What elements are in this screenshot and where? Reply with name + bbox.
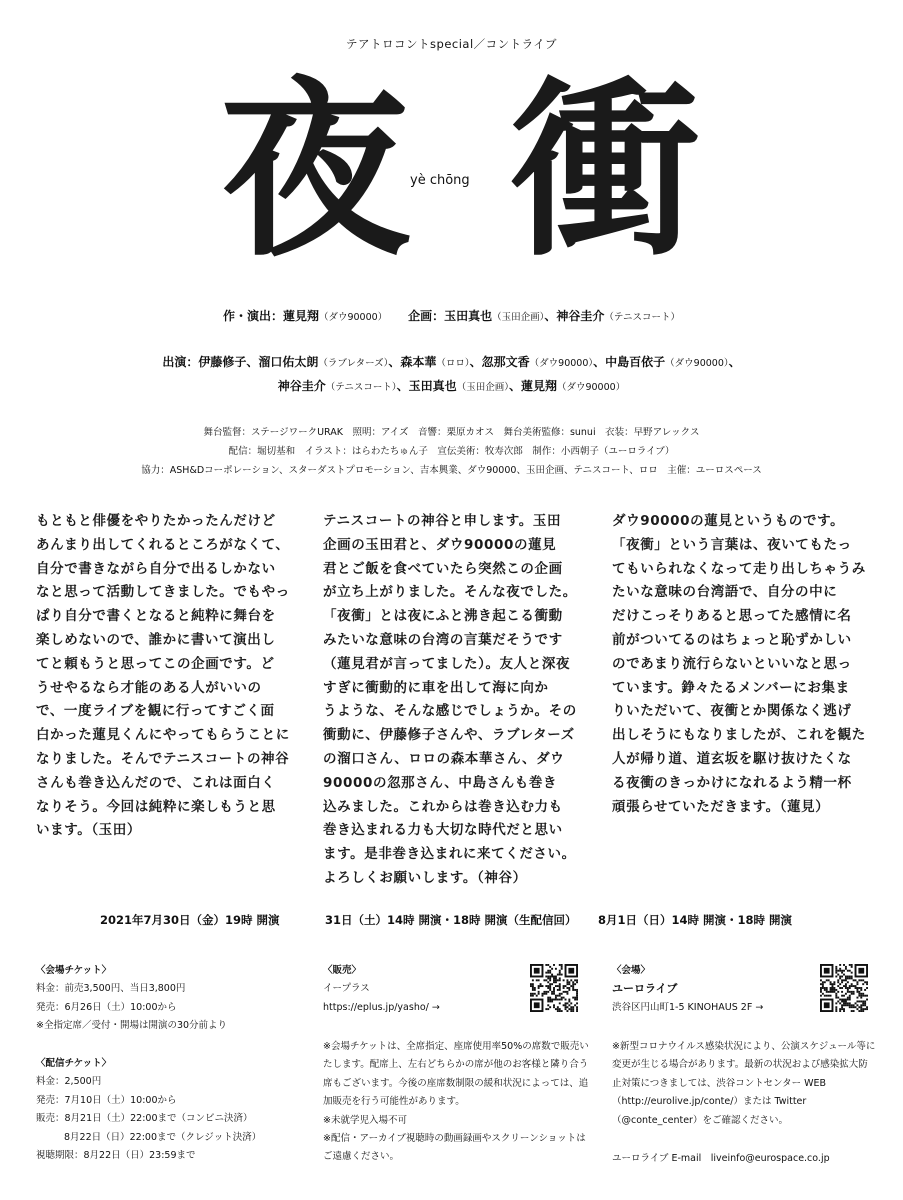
- message-line: てと頼もうと思ってこの企画です。ど: [36, 655, 275, 672]
- cast-name: 神谷圭介: [277, 379, 326, 393]
- message-line: 衝動に、伊藤修子さんや、ラブレターズ: [323, 727, 575, 744]
- plan-name-1: 玉田真也: [444, 309, 493, 323]
- message-line: 「夜衝」という言葉は、夜いてもたっ: [612, 536, 852, 553]
- message-line: 前がついてるのはちょっと恥ずかしい: [612, 631, 852, 648]
- venue-ticket-info: [36, 962, 227, 1036]
- plan-note-2: （テニスコート）: [604, 312, 681, 323]
- message-line: 90000の忽那さん、中島さんも巻き: [323, 774, 558, 791]
- cast-note: （テニスコート）: [325, 382, 397, 393]
- cast-name: 、森本華: [388, 355, 437, 369]
- written-name: 蓮見翔: [282, 309, 319, 323]
- venue-name: ユーロライブ: [612, 982, 678, 996]
- message-line: る夜衝のきっかけになれるよう精一杯: [612, 774, 852, 791]
- message-line: 込みました。これからは巻き込む力も: [323, 798, 563, 815]
- cast-note: （ダウ90000）: [556, 382, 626, 393]
- venue-ticket-line: ※全指定席／受付・開場は開演の30分前より: [36, 1020, 228, 1032]
- message-line: もともと俳優をやりたかったんだけど: [36, 513, 276, 529]
- message-line: なと思って活動してきました。でもやっ: [36, 584, 290, 601]
- message-line: （蓮見君が言ってました）。友人と深夜: [323, 655, 571, 672]
- message-line: 自分で書きながら自分で出るしかない: [36, 560, 276, 577]
- staff-line-1: 舞台監督：ステージワークURAK 照明：アイズ 音響：栗原カオス 舞台美術監修：sunui 衣装：早野アレックス: [203, 427, 700, 438]
- series-label: テアトロコントspecial／コントライブ: [346, 37, 557, 51]
- cast-name: 伊藤修子: [198, 355, 247, 369]
- message-line: の溜口さん、ロロの森本華さん、ダウ: [323, 750, 565, 767]
- plan-sep: 、: [544, 309, 557, 323]
- cast-name: 、蓮見翔: [508, 379, 557, 393]
- message-line: ます。是非巻き込まれに来てください。: [323, 846, 576, 863]
- title-char-2: 衝: [510, 61, 701, 282]
- message-line: 人が帰り道、道玄坂を駆け抜けたくな: [612, 750, 852, 767]
- stream-ticket-line: 発売：7月10日（土）10:00から: [36, 1094, 177, 1106]
- message-line: たいな意味の台湾語で、自分の中に: [612, 584, 838, 601]
- message-tamada: [36, 510, 298, 843]
- message-line: 君とご飯を食べていたら突然この企画: [323, 560, 563, 577]
- note-line: ※会場チケットは、全席指定、座席使用率50%の席数で販売いたします。配席上、左右どちらかの席が他のお客様と隣り合う席もございます。今後の座席数制限の緩和状況によっては、追加販売を行う可能性があります。: [323, 1041, 589, 1108]
- venue-notes: [612, 1038, 877, 1130]
- cast-note: （ラブレターズ）: [318, 358, 389, 369]
- message-line: よろしくお願いします。（神谷）: [323, 869, 527, 886]
- stream-ticket-info: [36, 1055, 261, 1165]
- message-hasumi: [612, 510, 874, 819]
- cast-note: （ロロ）: [436, 358, 470, 369]
- message-line: テニスコートの神谷と申します。玉田: [323, 513, 562, 529]
- message-line: 頑張らせていただきます。（蓮見）: [612, 798, 830, 815]
- cast-name: 、中島百依子: [593, 355, 666, 369]
- message-line: あんまり出してくれるところがなくて、: [36, 536, 290, 553]
- message-line: だけこっそりあると思ってた感情に名: [612, 608, 852, 625]
- cast-label: 出演：: [162, 355, 199, 369]
- cast-note: （玉田企画）: [456, 382, 509, 393]
- venue-ticket-line: 発売：6月26日（土）10:00から: [36, 1001, 177, 1013]
- date-1: 2021年7月30日（金）19時 開演: [100, 913, 280, 927]
- message-line: みたいな意味の台湾の言葉だそうです: [323, 631, 563, 648]
- staff-line-2: 配信：堀切基和 イラスト：はらわたちゅん子 宣伝美術：牧寿次郎 制作：小西朝子（ユーロライブ）: [228, 446, 675, 457]
- cast-line-1: [0, 353, 903, 370]
- message-line: さんも巻き込んだので、これは面白く: [36, 774, 276, 791]
- sales-link[interactable]: https://eplus.jp/yasho/ →: [323, 1001, 440, 1013]
- message-line: 「夜衝」とは夜にふと沸き起こる衝動: [323, 608, 563, 625]
- venue-info: [612, 962, 763, 1017]
- venue-address-link[interactable]: 渋谷区円山町1-5 KINOHAUS 2F →: [612, 1001, 764, 1013]
- message-line: うような、そんな感じでしょうか。その: [323, 703, 577, 720]
- message-line: なりそう。今回は純粋に楽しもうと思: [36, 798, 276, 815]
- note-line: ※配信・アーカイブ視聴時の動画録画やスクリーンショットはご遠慮ください。: [323, 1133, 586, 1163]
- credits-line: [0, 307, 903, 324]
- cast-name: 、玉田真也: [396, 379, 457, 393]
- title-char-1: 夜: [220, 61, 411, 282]
- message-line: で、一度ライブを観に行ってすごく面: [36, 703, 275, 720]
- message-line: ぱり自分で書くとなると純粋に舞台を: [36, 608, 276, 625]
- sales-notes: [323, 1038, 591, 1167]
- venue-ticket-head: 〈会場チケット〉: [36, 965, 112, 976]
- written-note: （ダウ90000）: [318, 312, 388, 323]
- date-2: 31日（土）14時 開演・18時 開演（生配信回）: [325, 913, 577, 927]
- plan-name-2: 神谷圭介: [556, 309, 605, 323]
- qr-code-icon[interactable]: [530, 964, 578, 1012]
- main-title: [220, 61, 701, 282]
- message-line: 巻き込まれる力も大切な時代だと思い: [323, 822, 563, 839]
- message-line: てもいられなくなって走り出しちゃうみ: [612, 560, 866, 577]
- note-line: ※新型コロナウイルス感染状況により、公演スケジュール等に変更が生じる場合があります。最新の状況および感染拡大防止対策につきましては、渋谷コントセンター WEB（http://eurolive.jp/conte/）または Twitter（@conte_center）をご確認ください。: [612, 1041, 876, 1126]
- date-3: 8月1日（日）14時 開演・18時 開演: [598, 913, 793, 927]
- sales-vendor: イープラス: [323, 983, 370, 995]
- cast-name: 、忽那文香: [469, 355, 530, 369]
- cast-note: （ダウ90000）: [529, 358, 594, 369]
- cast-sep: 、: [728, 355, 741, 369]
- message-line: うせやるなら才能のある人がいいの: [36, 679, 262, 696]
- message-line: 楽しめないので、誰かに書いて演出し: [36, 631, 276, 648]
- plan-label: 企画：: [408, 309, 445, 323]
- sales-info: [323, 962, 440, 1017]
- sales-head: 〈販売〉: [323, 965, 362, 976]
- message-line: ています。錚々たるメンバーにお集ま: [612, 679, 850, 696]
- message-line: なりました。そんでテニスコートの神谷: [36, 750, 290, 767]
- stream-ticket-line: 8月22日（日）22:00まで（クレジット決済）: [64, 1131, 262, 1143]
- message-line: ダウ90000の蓮見というものです。: [612, 513, 845, 529]
- pinyin: yè chōng: [410, 173, 470, 188]
- qr-code-icon[interactable]: [820, 964, 868, 1012]
- venue-ticket-line: 料金：前売3,500円、当日3,800円: [36, 983, 186, 995]
- message-line: 出しそうにもなりましたが、これを観た: [612, 727, 866, 744]
- message-kamiya: [323, 510, 585, 891]
- contact-email[interactable]: ユーロライブ E-mail liveinfo@eurospace.co.jp: [612, 1153, 830, 1164]
- message-line: が立ち上がりました。そんな夜でした。: [323, 584, 577, 601]
- stream-ticket-line: 販売：8月21日（土）22:00まで（コンビニ決済）: [36, 1113, 253, 1125]
- stream-ticket-line: 視聴期限：8月22日（日）23:59まで: [36, 1150, 196, 1162]
- message-line: 企画の玉田君と、ダウ90000の蓮見: [323, 536, 557, 553]
- stream-ticket-line: 料金：2,500円: [36, 1076, 102, 1088]
- cast-note: （ダウ90000）: [665, 358, 729, 369]
- note-line: ※未就学児入場不可: [323, 1114, 407, 1126]
- cast-line-2: [0, 377, 903, 394]
- message-line: 白かった蓮見くんにやってもらうことに: [36, 727, 290, 744]
- plan-note-1: （玉田企画）: [492, 312, 545, 323]
- venue-head: 〈会場〉: [612, 965, 651, 976]
- stream-ticket-head: 〈配信チケット〉: [36, 1058, 112, 1069]
- message-line: りいただいて、夜衝とか関係なく逃げ: [612, 703, 852, 720]
- cast-name: 、溜口佑太朗: [246, 355, 319, 369]
- staff-line-3: 協力：ASH&Dコーポレーション、スターダストプロモーション、吉本興業、ダウ90000、玉田企画、テニスコート、ロロ 主催：ユーロスペース: [141, 465, 762, 476]
- message-line: すぎに衝動的に車を出して海に向か: [323, 679, 549, 696]
- message-line: います。（玉田）: [36, 822, 141, 839]
- message-line: のであまり流行らないといいなと思っ: [612, 655, 852, 672]
- written-label: 作・演出：: [222, 309, 283, 323]
